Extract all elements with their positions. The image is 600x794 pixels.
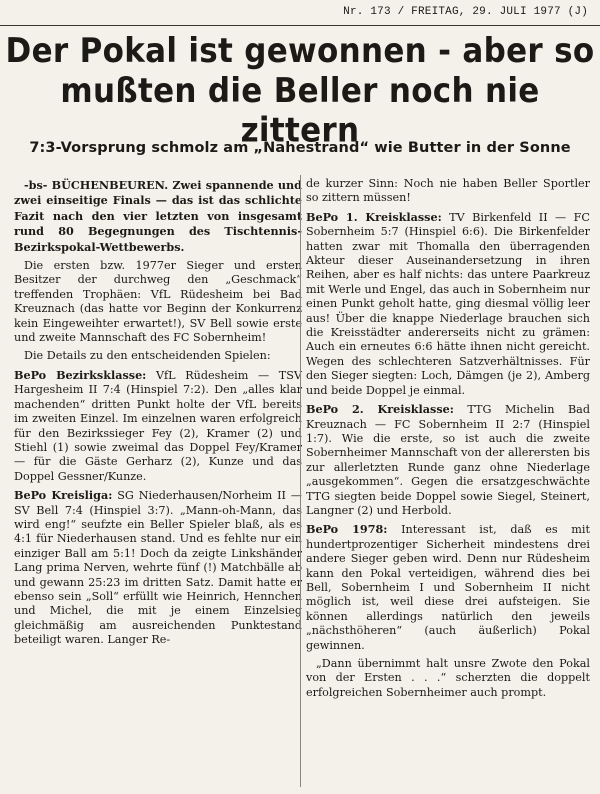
dateline-lead: -bs- BÜCHENBEUREN. xyxy=(24,178,169,192)
section-lead-1-kreisklasse: BePo 1. Kreisklasse: xyxy=(306,209,442,224)
1-kreisklasse-text: TV Birkenfeld II — FC Sobernheim 5:7 (Hinspiel 6:6). Die Birkenfelder hatten zwar mit Thomalla den überragenden Akteur dieser Auseinandersetzung in ihren Reihen, aber es half nichts: das untere Paarkreuz mit Werle und Engel, das auch in Sobernheim nur einen Punkt geholt hatte, ging diesmal völlig leer aus! Über die knappe Niederlage brauchen sich die Kreisstädter andererseits nicht zu grämen: Auch ein erneutes 6:6 hätte ihnen nicht gereicht. Wegen des schlechteren Satzverhältnisses. Für den Sieger siegten: Loch, Dämgen (je 2), Amberg und beide Doppel je einmal. xyxy=(306,210,590,397)
headline-line-2: mußten die Beller noch nie zittern xyxy=(60,71,540,151)
paragraph-details: Die Details zu den entscheidenden Spielen: xyxy=(24,349,271,363)
bezirksklasse-text: VfL Rüdesheim — TSV Hargesheim II 7:4 (Hinspiel 7:2). Den „alles klar machenden“ dritten Punkt holte der VfL bereits im zweiten Einzel. Im einzelnen waren erfolgreich für den Bezirkssieger Fey (2), Kramer (2) und Stiehl (1) sowie zweimal das Doppel Fey/Kramer — für die Gäste Gerharz (2), Kunze und das Doppel Gessner/Kunze. xyxy=(14,368,302,483)
bepo-1978-text: Interessant ist, daß es mit hundertprozentiger Sicherheit mindestens drei andere Sieger geben wird. Denn nur Rüdesheim kann den Pokal verteidigen, während dies bei Bell, Sobernheim I und Sobernheim II nicht möglich ist, weil diese drei aufsteigen. Sie können allerdings natürlich den jeweils „nächsthöheren“ (auch äußerlich) Pokal gewinnen. xyxy=(306,523,590,652)
kreisliga-text: SG Niederhausen/Norheim II — SV Bell 7:4 (Hinspiel 3:7). „Mann-oh-Mann, das wird eng!“ seufzte ein Beller Spieler blaß, als es 4:1 für Niederhausen stand. Und es fehlte nur ein einziger Ball am 5:1! Doch da zeigte Linkshänder Lang prima Nerven, wehrte fünf (!) Matchbälle ab und gewann 25:23 im dritten Satz. Damit hatte er ebenso sein „Soll“ erfüllt wie Heinrich, Hennchen und Michel, die mit je einem Einzelsieg gleichmäßig am ausreichenden Punktestand beteiligt waren. Langer Re- xyxy=(14,489,302,647)
section-lead-bepo-1978: BePo 1978: xyxy=(306,522,388,537)
section-lead-kreisliga: BePo Kreisliga: xyxy=(14,488,113,503)
paragraph-1-kreisklasse xyxy=(306,210,590,398)
headline-line-1: Der Pokal ist gewonnen - aber so xyxy=(5,31,595,71)
intro-text: Zwei spannende und zwei einseitige Finals — das ist das schlichte Fazit nach den vier letzten von insgesamt rund 80 Begegnungen des Tischtennis-Bezirkspokal-Wettbewerbs. xyxy=(14,178,302,254)
article-column-right xyxy=(306,177,590,704)
article-column-left xyxy=(14,178,302,652)
paragraph-winners: Die ersten bzw. 1977er Sieger und ersten Besitzer der durchweg den „Geschmack“ treffenden Trophäen: VfL Rüdesheim bei Bad Kreuznach (das hatte vor Beginn der Konkurrenz kein Eingeweihter erwartet!), SV Bell sowie erste und zweite Mannschaft des FC Sobernheim! xyxy=(14,259,302,345)
subheadline: 7:3-Vorsprung schmolz am „Nahestrand“ wie Butter in der Sonne xyxy=(29,140,571,156)
2-kreisklasse-text: TTG Michelin Bad Kreuznach — FC Sobernheim II 2:7 (Hinspiel 1:7). Wie die erste, so ist auch die zweite Sobernheimer Mannschaft von der allerersten bis zur allerletzten Runde ganz ohne Niederlage „ausgekommen“. Gegen die ersatzgeschwächte TTG siegten beide Doppel sowie Siegel, Steinert, Langner (2) und Herbold. xyxy=(306,403,590,517)
headline xyxy=(0,32,600,152)
paragraph-continuation: de kurzer Sinn: Noch nie haben Beller Sportler so zittern müssen! xyxy=(306,177,590,205)
paragraph-2-kreisklasse xyxy=(306,402,590,518)
paragraph-bezirksklasse xyxy=(14,368,302,484)
header-rule xyxy=(0,25,600,26)
paragraph-bepo-1978 xyxy=(306,522,590,653)
paragraph-closing: „Dann übernimmt halt unsre Zwote den Pokal von der Ersten . . .“ scherzten die doppelt erfolgreichen Sobernheimer auch prompt. xyxy=(306,657,590,699)
section-lead-2-kreisklasse: BePo 2. Kreisklasse: xyxy=(306,402,454,417)
dateline: Nr. 173 / FREITAG, 29. JULI 1977 (J) xyxy=(343,6,588,18)
column-divider xyxy=(300,175,301,787)
paragraph-kreisliga xyxy=(14,488,302,647)
paragraph-intro xyxy=(14,178,302,255)
section-lead-bezirksklasse: BePo Bezirksklasse: xyxy=(14,367,147,382)
